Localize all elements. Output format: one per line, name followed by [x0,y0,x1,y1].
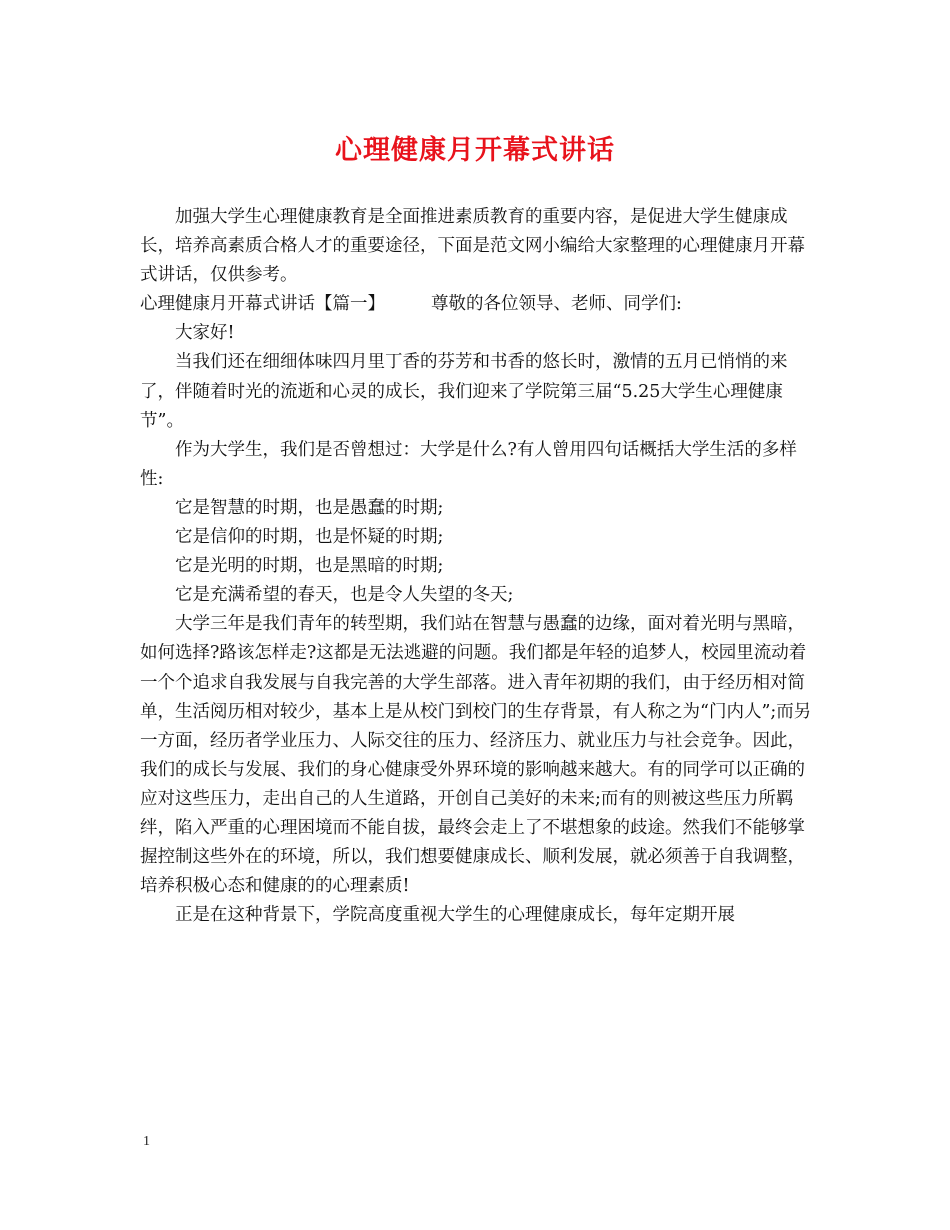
list-line-1: 它是智慧的时期，也是愚蠢的时期; [175,497,444,518]
paragraph-2: 作为大学生，我们是否曾想过：大学是什么?有人曾用四句话概括大学生活的多样性: [140,439,797,489]
paragraph-1: 当我们还在细细体味四月里丁香的芬芳和书香的悠长时，激情的五月已悄悄的来了，伴随着时光的流逝和心灵的成长，我们迎来了学院第三届“5.25大学生心理健康节”。 [140,352,788,431]
intro-paragraph: 加强大学生心理健康教育是全面推进素质教育的重要内容，是促进大学生健康成长，培养高素质合格人才的重要途径，下面是范文网小编给大家整理的心理健康月开幕式讲话，仅供参考。 [140,207,805,286]
list-line-2: 它是信仰的时期，也是怀疑的时期; [175,527,444,548]
document-title: 心理健康月开幕式讲话 [335,135,615,166]
greeting: 大家好! [175,323,235,344]
list-line-3: 它是光明的时期，也是黑暗的时期; [175,556,444,577]
paragraph-4: 正是在这种背景下，学院高度重视大学生的心理健康成长，每年定期开展 [175,905,735,926]
list-line-4: 它是充满希望的春天，也是令人失望的冬天; [175,585,514,606]
salutation: 尊敬的各位领导、老师、同学们: [431,294,682,315]
document-body [140,203,820,930]
section-heading: 心理健康月开幕式讲话【篇一】 [140,294,385,315]
section-heading-line [140,290,820,319]
paragraph-3: 大学三年是我们青年的转型期，我们站在智慧与愚蠢的边缘，面对着光明与黑暗，如何选择?路该怎样走?这都是无法逃避的问题。我们都是年轻的追梦人，校园里流动着一个个追求自我发展与自我完善的大学生部落。进入青年初期的我们，由于经历相对简单，生活阅历相对较少，基本上是从校门到校门的生存背景，有人称之为“门内人”;而另一方面，经历者学业压力、人际交往的压力、经济压力、就业压力与社会竞争。因此，我们的成长与发展、我们的身心健康受外界环境的影响越来越大。有的同学可以正确的应对这些压力，走出自己的人生道路，开创自己美好的未来;而有的则被这些压力所羁绊，陷入严重的心理困境而不能自拔，最终会走上了不堪想象的歧途。然我们不能够掌握控制这些外在的环境，所以，我们想要健康成长、顺利发展，就必须善于自我调整，培养积极心态和健康的的心理素质! [140,614,812,897]
page-number: 1 [143,1134,150,1149]
